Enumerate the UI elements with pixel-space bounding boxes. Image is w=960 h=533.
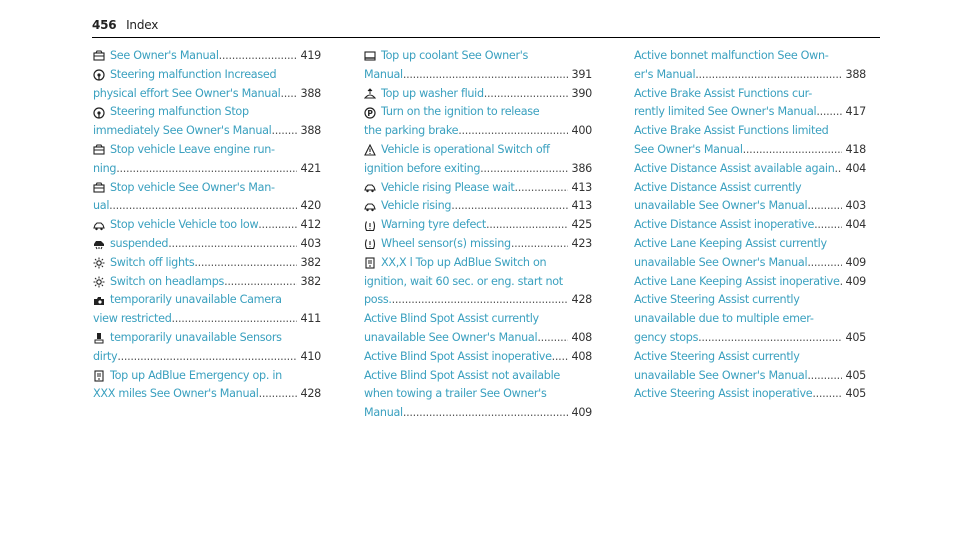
leader-dots	[271, 122, 296, 141]
entry-text: Active Steering Assist currently	[634, 349, 800, 363]
entry-page: 405	[845, 330, 866, 344]
leader-dots	[812, 385, 841, 404]
entry-text: Active Brake Assist Functions limited	[634, 124, 829, 138]
index-entry[interactable]	[93, 47, 321, 66]
entry-text: Active Steering Assist inoperative	[634, 387, 813, 401]
entry-text: ual	[93, 199, 110, 213]
entry-text: Vehicle is operational Switch off	[381, 142, 550, 156]
entry-page: 408	[571, 349, 592, 363]
index-entry[interactable]	[364, 254, 592, 273]
index-entry[interactable]	[364, 310, 592, 329]
leader-dots	[807, 367, 841, 386]
entry-text: poss.	[364, 293, 392, 307]
index-entry[interactable]	[93, 385, 321, 404]
leader-dots	[698, 329, 841, 348]
entry-page: 412	[300, 218, 321, 232]
steering-warning-icon	[93, 107, 105, 119]
entry-page: 423	[571, 236, 592, 250]
vehicle-level-icon	[364, 201, 376, 213]
index-entry[interactable]	[93, 216, 321, 235]
index-entry[interactable]	[634, 310, 866, 329]
page-number: 456	[92, 18, 117, 32]
index-entry[interactable]	[93, 273, 321, 292]
vehicle-front-icon	[93, 144, 105, 156]
vehicle-front-icon	[93, 50, 105, 62]
index-entry[interactable]	[634, 291, 866, 310]
index-entry[interactable]	[93, 310, 321, 329]
leader-dots	[109, 197, 296, 216]
leader-dots	[484, 85, 568, 104]
entry-page: 409	[845, 255, 866, 269]
index-entry[interactable]	[364, 66, 592, 85]
entry-text: ning	[93, 161, 117, 175]
entry-page: 409	[845, 274, 866, 288]
leader-dots	[259, 385, 297, 404]
entry-text: gency stops	[634, 330, 699, 344]
entry-text: See Owner's Manual	[110, 49, 219, 62]
steering-warning-icon	[93, 69, 105, 81]
index-entry[interactable]	[364, 85, 592, 104]
entry-text: unavailable due to multiple emer-	[634, 312, 814, 326]
index-entry[interactable]	[364, 47, 592, 66]
entry-text: Active Distance Assist currently	[634, 180, 802, 194]
entry-text: unavailable See Owner's Manual	[634, 368, 808, 382]
entry-text: ignition before exiting	[364, 161, 481, 175]
index-entry[interactable]	[634, 141, 866, 160]
index-entry[interactable]	[364, 179, 592, 198]
entry-page: 411	[300, 312, 321, 326]
entry-text: Top up AdBlue Emergency op. in	[110, 368, 282, 382]
entry-page: 413	[571, 180, 592, 194]
index-entry[interactable]	[634, 254, 866, 273]
index-entry[interactable]	[364, 329, 592, 348]
entry-text: immediately See Owner's Manual	[93, 124, 272, 138]
entry-page: 403	[300, 236, 321, 250]
entry-text: Active Blind Spot Assist inoperative	[364, 349, 552, 363]
index-column-1	[93, 47, 321, 404]
leader-dots	[403, 66, 568, 85]
leader-dots	[117, 348, 296, 367]
entry-text: rently limited See Owner's Manual	[634, 105, 817, 119]
index-entry[interactable]	[93, 85, 321, 104]
entry-text: Active bonnet malfunction See Own-	[634, 49, 829, 62]
leader-dots	[486, 216, 568, 235]
entry-page: 388	[845, 67, 866, 81]
leader-dots	[224, 273, 296, 292]
entry-text: Active Lane Keeping Assist inoperative	[634, 274, 840, 288]
entry-page: 382	[300, 255, 321, 269]
entry-text: Turn on the ignition to release	[381, 105, 540, 119]
index-entry[interactable]	[634, 103, 866, 122]
index-entry[interactable]	[364, 273, 592, 292]
entry-text: See Owner's Manual	[634, 142, 743, 156]
entry-text: Steering malfunction Stop	[110, 105, 249, 119]
index-entry[interactable]	[634, 385, 866, 404]
entry-text: Active Distance Assist inoperative	[634, 218, 815, 232]
entry-page: 404	[845, 218, 866, 232]
entry-page: 421	[300, 161, 321, 175]
index-column-2	[364, 47, 592, 423]
index-entry[interactable]	[634, 66, 866, 85]
leader-dots	[219, 47, 297, 66]
entry-text: Warning tyre defect	[381, 218, 486, 232]
vehicle-level-icon	[364, 182, 376, 194]
entry-page: 391	[571, 67, 592, 81]
entry-text: temporarily unavailable Sensors	[110, 330, 282, 344]
leader-dots	[835, 160, 842, 179]
entry-text: Stop vehicle Vehicle too low	[110, 218, 259, 232]
index-entry[interactable]	[93, 348, 321, 367]
leader-dots	[194, 254, 296, 273]
index-entry[interactable]	[634, 367, 866, 386]
entry-page: 410	[300, 349, 321, 363]
entry-page: 388	[300, 86, 321, 100]
entry-text: Stop vehicle Leave engine run-	[110, 142, 275, 156]
light-sun-icon	[93, 257, 105, 269]
index-entry[interactable]	[634, 273, 866, 292]
parking-sensor-icon	[93, 332, 105, 344]
leader-dots	[168, 235, 296, 254]
section-title: Index	[126, 18, 159, 32]
entry-text: when towing a trailer See Owner's	[364, 387, 547, 401]
index-entry[interactable]	[364, 160, 592, 179]
entry-text: Active Brake Assist Functions cur-	[634, 86, 812, 100]
light-sun-icon	[93, 276, 105, 288]
entry-text: Active Blind Spot Assist not available	[364, 368, 560, 382]
entry-text: Active Distance Assist available again	[634, 161, 835, 175]
entry-page: 428	[300, 387, 321, 401]
entry-text: suspended	[110, 236, 169, 250]
entry-text: Manual	[364, 406, 403, 420]
camera-icon	[93, 295, 105, 307]
index-column-3	[634, 47, 866, 404]
leader-dots	[451, 197, 567, 216]
index-entry[interactable]	[364, 367, 592, 386]
entry-text: unavailable See Owner's Manual	[634, 255, 808, 269]
entry-text: temporarily unavailable Camera	[110, 293, 282, 307]
index-entry[interactable]	[364, 197, 592, 216]
entry-text: the parking brake	[364, 124, 459, 138]
entry-page: 428	[571, 293, 592, 307]
entry-page: 382	[300, 274, 321, 288]
entry-page: 425	[571, 218, 592, 232]
entry-text: Top up coolant See Owner's	[381, 49, 529, 62]
entry-page: 400	[571, 124, 592, 138]
index-entry[interactable]	[364, 103, 592, 122]
index-entry[interactable]	[634, 216, 866, 235]
warning-triangle-icon	[364, 144, 376, 156]
entry-page: 418	[845, 142, 866, 156]
entry-page: 405	[845, 387, 866, 401]
leader-dots	[807, 254, 841, 273]
index-entry[interactable]	[634, 235, 866, 254]
leader-dots	[840, 273, 842, 292]
leader-dots	[480, 160, 567, 179]
index-entry[interactable]	[634, 85, 866, 104]
leader-dots	[515, 179, 568, 198]
index-entry[interactable]	[93, 179, 321, 198]
entry-page: 403	[845, 199, 866, 213]
index-entry[interactable]	[93, 197, 321, 216]
leader-dots	[258, 216, 296, 235]
entry-text: Vehicle rising	[381, 199, 452, 213]
entry-text: XX,X l Top up AdBlue Switch on	[381, 255, 547, 269]
entry-text: Switch off lights	[110, 255, 195, 269]
suspension-icon	[93, 238, 105, 250]
leader-dots	[280, 85, 296, 104]
page-header	[92, 18, 158, 32]
index-entry[interactable]	[364, 235, 592, 254]
index-entry[interactable]	[93, 329, 321, 348]
leader-dots	[814, 216, 841, 235]
vehicle-level-icon	[93, 220, 105, 232]
leader-dots	[552, 348, 568, 367]
entry-page: 409	[571, 406, 592, 420]
entry-page: 386	[571, 161, 592, 175]
leader-dots	[458, 122, 567, 141]
header-rule	[92, 37, 880, 38]
entry-page: 413	[571, 199, 592, 213]
index-entry[interactable]	[634, 348, 866, 367]
index-entry[interactable]	[634, 47, 866, 66]
entry-text: Vehicle rising Please wait	[381, 180, 515, 194]
entry-page: 405	[845, 368, 866, 382]
index-entry[interactable]	[93, 367, 321, 386]
leader-dots	[392, 291, 568, 310]
index-entry[interactable]	[93, 160, 321, 179]
entry-page: 420	[300, 199, 321, 213]
vehicle-front-icon	[93, 182, 105, 194]
leader-dots	[537, 329, 567, 348]
entry-text: Wheel sensor(s) missing	[381, 236, 511, 250]
index-entry[interactable]	[364, 122, 592, 141]
entry-text: unavailable See Owner's Manual	[364, 330, 538, 344]
entry-text: Manual	[364, 67, 403, 81]
index-entry[interactable]	[93, 235, 321, 254]
tyre-pressure-icon	[364, 220, 376, 232]
entry-text: Active Steering Assist currently	[634, 293, 800, 307]
index-entry[interactable]	[634, 122, 866, 141]
entry-page: 417	[845, 105, 866, 119]
entry-page: 390	[571, 86, 592, 100]
index-entry[interactable]	[364, 216, 592, 235]
entry-text: Active Blind Spot Assist currently	[364, 312, 539, 326]
leader-dots	[116, 160, 296, 179]
index-entry[interactable]	[364, 348, 592, 367]
entry-page: 419	[300, 49, 321, 62]
index-entry[interactable]	[364, 141, 592, 160]
parking-brake-icon	[364, 107, 376, 119]
coolant-icon	[364, 50, 376, 62]
entry-text: Steering malfunction Increased	[110, 67, 277, 81]
index-entry[interactable]	[364, 404, 592, 423]
leader-dots	[695, 66, 841, 85]
index-entry[interactable]	[364, 385, 592, 404]
entry-text: Switch on headlamps	[110, 274, 225, 288]
adblue-icon	[364, 257, 376, 269]
entry-text: Stop vehicle See Owner's Man-	[110, 180, 275, 194]
adblue-icon	[93, 370, 105, 382]
entry-text: dirty	[93, 349, 118, 363]
washer-fluid-icon	[364, 88, 376, 100]
index-entry[interactable]	[364, 291, 592, 310]
index-entry[interactable]	[634, 179, 866, 198]
svg-text:P: P	[367, 108, 373, 118]
leader-dots	[807, 197, 841, 216]
index-entry[interactable]	[634, 329, 866, 348]
leader-dots	[816, 103, 841, 122]
entry-text: Top up washer fluid	[381, 86, 484, 100]
index-entry[interactable]	[93, 254, 321, 273]
entry-page: 408	[571, 330, 592, 344]
entry-text: Active Lane Keeping Assist currently	[634, 236, 827, 250]
entry-text: unavailable See Owner's Manual	[634, 199, 808, 213]
entry-text: physical effort See Owner's Manual	[93, 86, 281, 100]
index-entry[interactable]	[93, 103, 321, 122]
index-entry[interactable]	[93, 291, 321, 310]
entry-text: XXX miles See Owner's Manual	[93, 387, 259, 401]
tyre-pressure-icon	[364, 238, 376, 250]
entry-text: view restricted	[93, 312, 172, 326]
entry-page: 404	[845, 161, 866, 175]
index-entry[interactable]	[93, 66, 321, 85]
index-entry[interactable]	[93, 122, 321, 141]
index-entry[interactable]	[634, 160, 866, 179]
leader-dots	[743, 141, 842, 160]
entry-page: 388	[300, 124, 321, 138]
leader-dots	[403, 404, 568, 423]
leader-dots	[172, 310, 297, 329]
leader-dots	[511, 235, 568, 254]
index-entry[interactable]	[634, 197, 866, 216]
index-entry[interactable]	[93, 141, 321, 160]
entry-text: er's Manual	[634, 67, 696, 81]
entry-text: ignition, wait 60 sec. or eng. start not	[364, 274, 563, 288]
